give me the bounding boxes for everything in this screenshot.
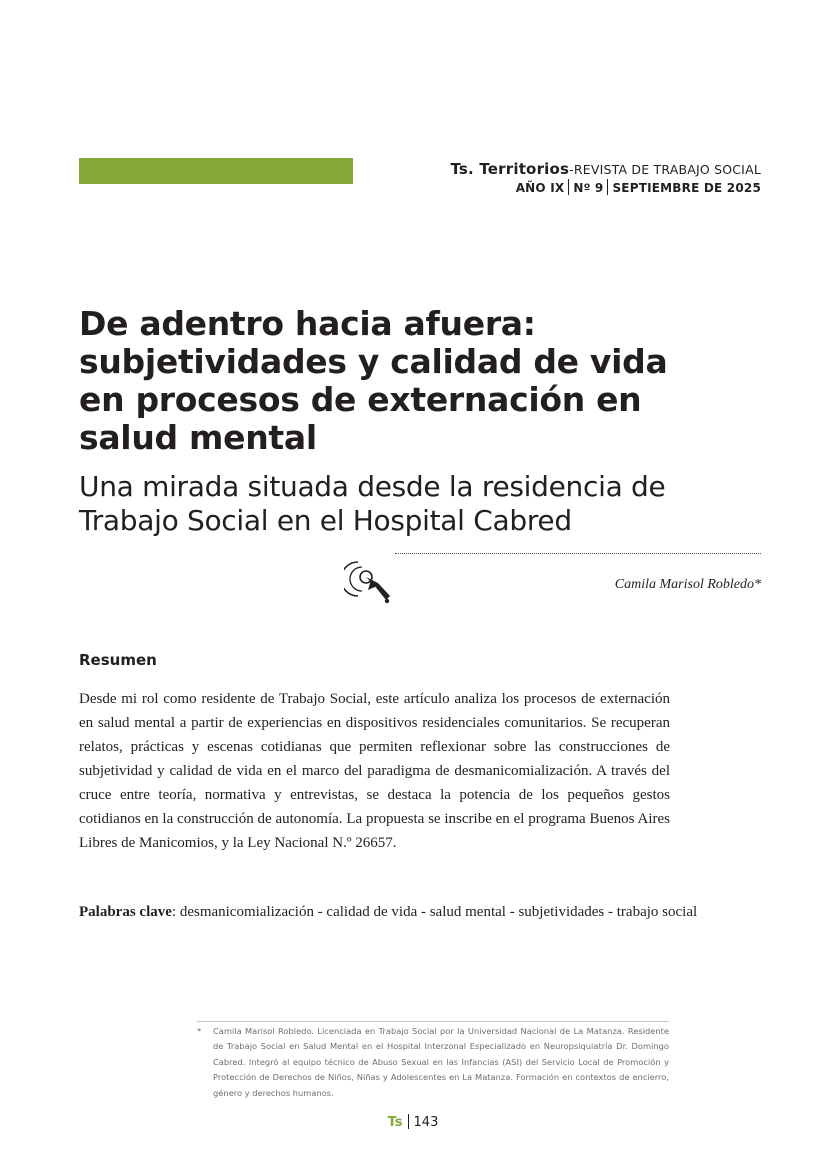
footnote-divider [197, 1021, 669, 1022]
fountain-pen-nib-icon [344, 556, 396, 606]
footnote-text: Camila Marisol Robledo. Licenciada en Trabajo Social por la Universidad Nacional de La Matanza. Residente de Trabajo Social en Salud Mental en el Hospital Interzonal Especializado en Neuropsiquiatría Dr. Domingo Cabred. Integró al equipo técnico de Abuso Sexual en las Infancias (ASI) del Servicio Local de Promoción y Protección de Derechos de Niños, Niñas y Adolescentes en La Matanza. Formación en contextos de encierro, género y derechos humanos. [213, 1026, 669, 1098]
footer-separator [408, 1114, 409, 1129]
page-footer [0, 1114, 826, 1130]
footer-brand: Ts [387, 1115, 403, 1130]
journal-title-line [450, 160, 761, 179]
issue-separator [568, 179, 569, 195]
issue-separator [607, 179, 608, 195]
journal-name: Ts. Territorios [450, 160, 570, 178]
journal-year: AÑO IX [515, 181, 565, 195]
journal-date: SEPTIEMBRE DE 2025 [612, 181, 761, 195]
keywords-list: : desmanicomialización - calidad de vida - salud mental - subjetividades - trabajo social [171, 904, 698, 920]
journal-issue-line [450, 179, 761, 197]
author-name: Camila Marisol Robledo* [614, 577, 761, 592]
abstract-text: Desde mi rol como residente de Trabajo Social, este artículo analiza los procesos de externación en salud mental a partir de experiencias en dispositivos residenciales comunitarios. Se recuperan relatos, prácticas y escenas cotidianas que permiten reflexionar sobre las construcciones de subjetividad y calidad de vida en el marco del paradigma de desmanicomialización. A través del cruce entre teoría, normativa y entrevistas, se destaca la potencia de los pequeños gestos cotidianos en la construcción de autonomía. La propuesta se inscribe en el programa Buenos Aires Libres de Manicomios, y la Ley Nacional N.º 26657. [79, 691, 670, 851]
abstract-heading: Resumen [79, 651, 157, 669]
page-number: 143 [413, 1115, 439, 1130]
header-accent-bar [79, 158, 353, 184]
journal-subtitle: -REVISTA DE TRABAJO SOCIAL [569, 162, 761, 177]
article-subtitle: Una mirada situada desde la residencia de Trabajo Social en el Hospital Cabred [79, 470, 666, 537]
journal-header [450, 160, 761, 197]
keywords-label: Palabras clave [79, 904, 172, 920]
journal-number: Nº 9 [573, 181, 604, 195]
footnote-mark: * [197, 1026, 202, 1036]
article-title: De adentro hacia afuera: subjetividades y calidad de vida en procesos de externación en salud mental [79, 304, 668, 457]
keywords [79, 901, 699, 923]
author-footnote [197, 1024, 669, 1101]
author-divider [395, 553, 761, 554]
